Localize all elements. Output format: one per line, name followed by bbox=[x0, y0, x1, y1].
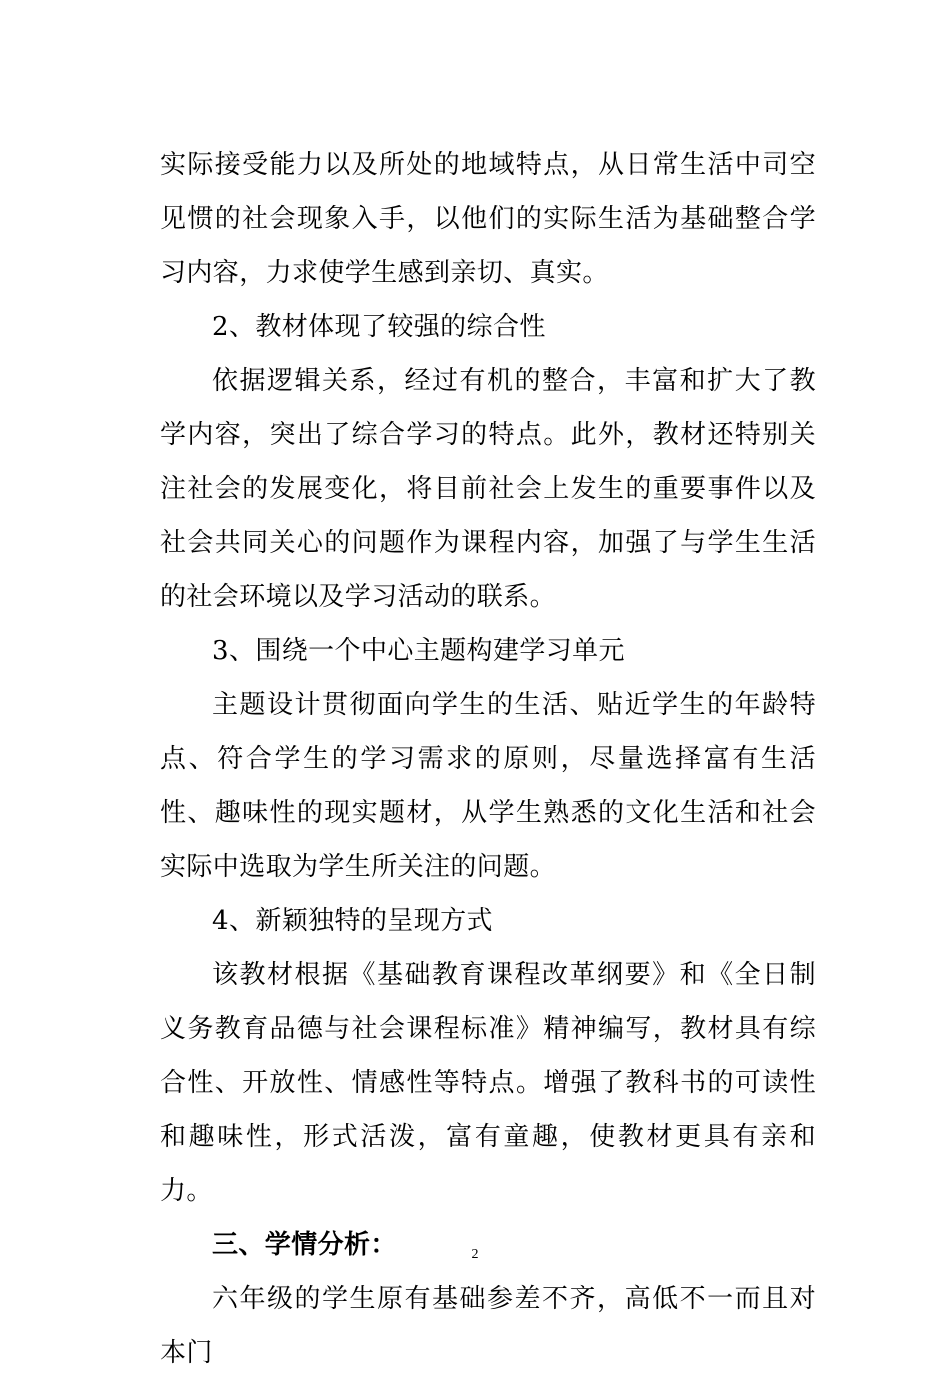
paragraph-theme-units: 主题设计贯彻面向学生的生活、贴近学生的年龄特点、符合学生的学习需求的原则，尽量选择富有生活性、趣味性的现实题材，从学生熟悉的文化生活和社会实际中选取为学生所关注的问题。 bbox=[160, 690, 816, 882]
paragraph-student-analysis: 六年级的学生原有基础参差不齐，高低不一而且对本门 bbox=[160, 1284, 816, 1368]
paragraph-continuation: 实际接受能力以及所处的地域特点，从日常生活中司空见惯的社会现象入手，以他们的实际生活为基础整合学习内容，力求使学生感到亲切、真实。 bbox=[160, 150, 816, 288]
list-heading-comprehensiveness: 2、教材体现了较强的综合性 bbox=[212, 312, 546, 342]
list-heading-theme-units: 3、围绕一个中心主题构建学习单元 bbox=[212, 636, 625, 666]
list-heading-presentation: 4、新颖独特的呈现方式 bbox=[212, 906, 493, 936]
page-number: 2 bbox=[471, 1247, 479, 1262]
document-body bbox=[160, 138, 816, 1380]
paragraph-comprehensiveness: 依据逻辑关系，经过有机的整合，丰富和扩大了教学内容，突出了综合学习的特点。此外，教材还特别关注社会的发展变化，将目前社会上发生的重要事件以及社会共同关心的问题作为课程内容，加强了与学生生活的社会环境以及学习活动的联系。 bbox=[160, 366, 816, 612]
section-heading-student-analysis: 三、学情分析： bbox=[212, 1230, 397, 1260]
paragraph-presentation: 该教材根据《基础教育课程改革纲要》和《全日制义务教育品德与社会课程标准》精神编写，教材具有综合性、开放性、情感性等特点。增强了教科书的可读性和趣味性，形式活泼，富有童趣，使教材更具有亲和力。 bbox=[160, 960, 816, 1206]
